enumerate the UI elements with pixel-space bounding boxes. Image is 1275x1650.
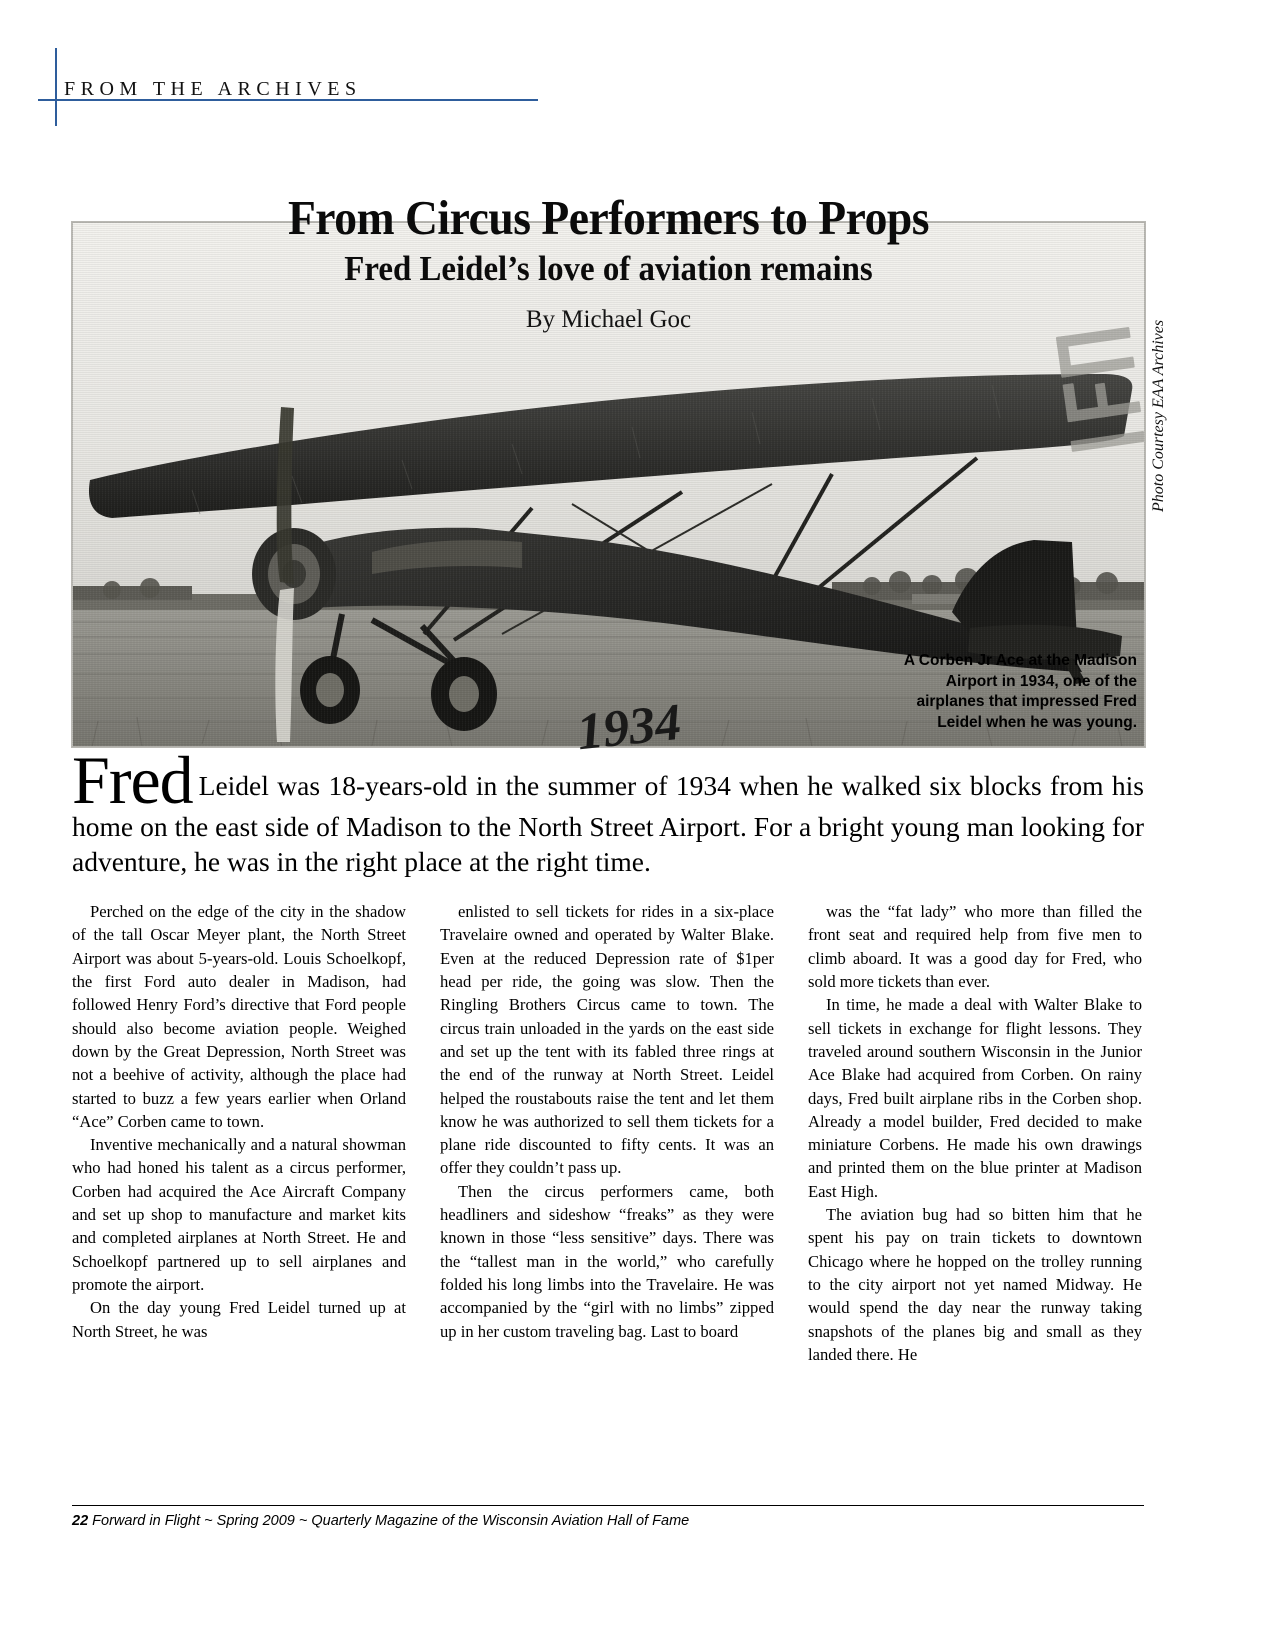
- section-label: FROM THE ARCHIVES: [64, 78, 362, 100]
- paragraph: enlisted to sell tickets for rides in a six-place Travelaire owned and operated by Walter Blake. Even at the reduced Depression rate of $1per head per ride, the going was slow. Then the Ringling Brothers Circus came to town. The circus train unloaded in the yards on the east side and set up the tent with its fabled three rings at the end of the runway at North Street. Leidel helped the roustabouts raise the tent and let them know he was authorized to sell them tickets for a plane ride discounted to fifty cents. It was an offer they couldn’t pass up.: [440, 902, 774, 1178]
- drop-cap-word: Fred: [72, 742, 193, 818]
- photo-caption: A Corben Jr Ace at the Madison Airport in 1934, one of the airplanes that impressed Fred Leidel when he was young.: [903, 652, 1137, 731]
- paragraph: Then the circus performers came, both headliners and sideshow “freaks” as they were known in those “less sensitive” days. There was the “tallest man in the world,” who carefully folded his long limbs into the Travelaire. He was accompanied by the “girl with no limbs” zipped up in her custom traveling bag. Last to board: [440, 1181, 774, 1341]
- article-photo: [72, 190, 1145, 762]
- paragraph: Perched on the edge of the city in the shadow of the tall Oscar Meyer plant, the North Street Airport was about 5-years-old. Louis Schoelkopf, the first Ford auto dealer in Madison, had followed Henry Ford’s directive that Ford people should also become aviation people. Weighed down by the Great Depression, North Street was not a beehive of activity, although the place had started to buzz a few years earlier when Orland “Ace” Corben came to town.: [72, 902, 406, 1131]
- lead-text: Leidel was 18-years-old in the summer of 1934 when he walked six blocks from his home on the east side of Madison to the North Street Airport. For a bright young man looking for adventure, he was in the right place at the right time.: [72, 770, 1144, 877]
- paragraph: The aviation bug had so bitten him that he spent his pay on train tickets to downtown Chicago where he hopped on the trolley running to the city airport not yet named Midway. He would spend the day near the runway taking snapshots of the planes big and small as they landed there. He: [808, 1205, 1142, 1364]
- photo-credit: Photo Courtesy EAA Archives: [1150, 319, 1167, 512]
- page-number: 22: [72, 1513, 89, 1529]
- paragraph: On the day young Fred Leidel turned up at North Street, he was: [72, 1298, 406, 1341]
- paragraph: was the “fat lady” who more than filled the front seat and required help from five men to climb aboard. It was a good day for Fred, who sold more tickets than ever.: [808, 902, 1142, 991]
- page-title: From Circus Performers to Props: [287, 190, 930, 245]
- column-3: [808, 900, 1142, 1470]
- footer-text: Forward in Flight ~ Spring 2009 ~ Quarterly Magazine of the Wisconsin Aviation Hall of Fame: [92, 1513, 690, 1529]
- lead-paragraph: [72, 742, 1144, 880]
- paragraph: In time, he made a deal with Walter Blake to sell tickets in exchange for flight lessons. They traveled around southern Wisconsin in the Junior Ace Blake had acquired from Corben. On rainy days, Fred built airplane ribs in the Corben shop. Already a model builder, Fred decided to make miniature Corbens. He made his own drawings and printed them on the blue printer at Madison East High.: [808, 995, 1142, 1201]
- body-columns: [72, 900, 1144, 1470]
- page-subtitle: Fred Leidel’s love of aviation remains: [344, 248, 873, 288]
- footer-rule: [72, 1505, 1144, 1506]
- page-footer: [72, 1513, 1144, 1529]
- paragraph: Inventive mechanically and a natural showman who had honed his talent as a circus performer, Corben had acquired the Ace Aircraft Company and set up shop to manufacture and market kits and completed airplanes at North Street. He and Schoelkopf partnered up to sell airplanes and promote the airport.: [72, 1135, 406, 1294]
- column-2: [440, 900, 774, 1470]
- title-overlay: [72, 192, 1145, 334]
- handwritten-date: 1934: [574, 693, 684, 762]
- header-vertical-rule: [55, 48, 57, 126]
- column-1: [72, 900, 406, 1470]
- byline: By Michael Goc: [525, 306, 692, 334]
